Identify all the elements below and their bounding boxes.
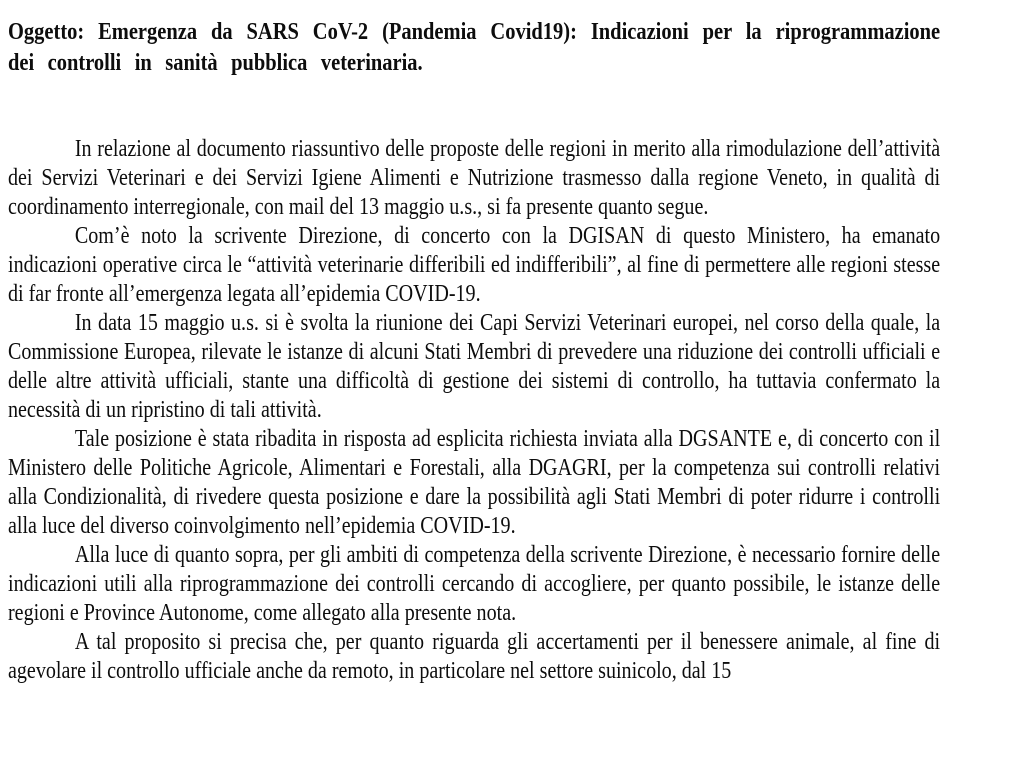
paragraph: In data 15 maggio u.s. si è svolta la riunione dei Capi Servizi Veterinari europei, nel corso della quale, la Commissione Europea, rilevate le istanze di alcuni Stati Membri di prevedere una riduzione dei controlli ufficiali e delle altre attività ufficiali, stante una difficoltà di gestione dei sistemi di controllo, ha tuttavia confermato la necessità di un ripristino di tali attività. <box>8 310 941 423</box>
subject-heading: Oggetto: Emergenza da SARS CoV-2 (Pandemia Covid19): Indicazioni per la riprogrammazione dei controlli in sanità pubblica veterinaria. <box>8 18 941 76</box>
paragraph: In relazione al documento riassuntivo delle proposte delle regioni in merito alla rimodulazione dell’attività dei Servizi Veterinari e dei Servizi Igiene Alimenti e Nutrizione trasmesso dalla regione Veneto, in qualità di coordinamento interregionale, con mail del 13 maggio u.s., si fa presente quanto segue. <box>8 136 941 220</box>
paragraph: Alla luce di quanto sopra, per gli ambiti di competenza della scrivente Direzione, è necessario fornire delle indicazioni utili alla riprogrammazione dei controlli cercando di accogliere, per quanto possibile, le istanze delle regioni e Province Autonome, come allegato alla presente nota. <box>8 542 941 626</box>
paragraph: A tal proposito si precisa che, per quanto riguarda gli accertamenti per il benessere animale, al fine di agevolare il controllo ufficiale anche da remoto, in particolare nel settore suinicolo, dal 15 <box>8 629 941 684</box>
document-text-block <box>8 16 940 686</box>
paragraph: Tale posizione è stata ribadita in risposta ad esplicita richiesta inviata alla DGSANTE e, di concerto con il Ministero delle Politiche Agricole, Alimentari e Forestali, alla DGAGRI, per la competenza sui controlli relativi alla Condizionalità, di rivedere questa posizione e dare la possibilità agli Stati Membri di poter ridurre i controlli alla luce del diverso coinvolgimento nell’epidemia COVID-19. <box>8 426 941 539</box>
paragraph: Com’è noto la scrivente Direzione, di concerto con la DGISAN di questo Ministero, ha emanato indicazioni operative circa le “attività veterinarie differibili ed indifferibili”, al fine di permettere alle regioni stesse di far fronte all’emergenza legata all’epidemia COVID-19. <box>8 223 941 307</box>
document-body <box>8 135 940 686</box>
